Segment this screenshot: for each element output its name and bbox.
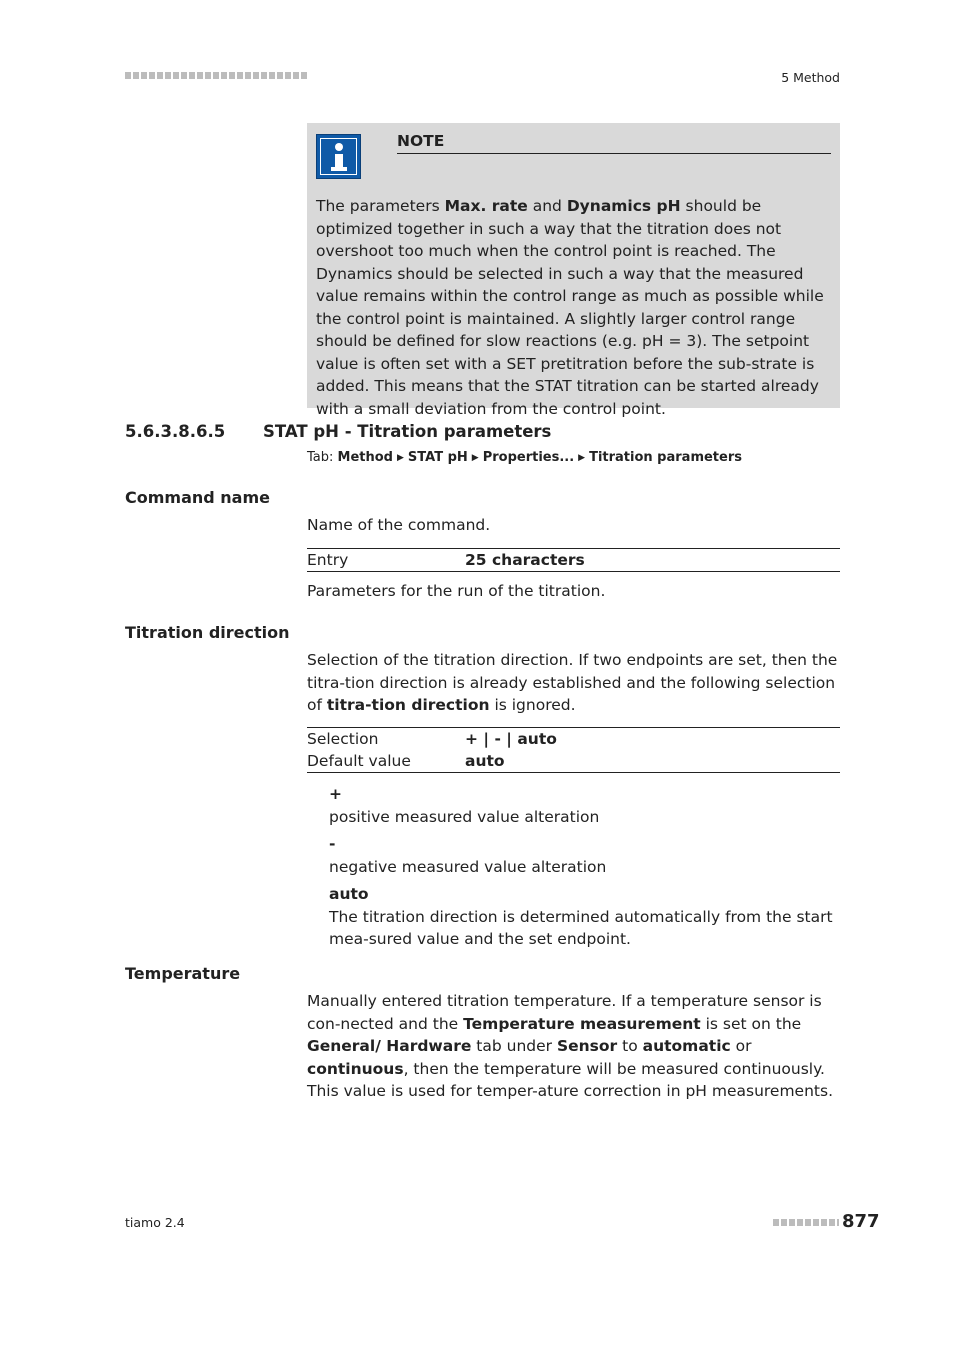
param-titration-direction: Titration direction	[125, 623, 290, 642]
tab-path-method: Method	[337, 450, 393, 465]
arrow-right-icon: ▶	[397, 453, 404, 463]
info-icon	[316, 134, 361, 179]
titration-direction-desc: Selection of the titration direction. If two endpoints are set, then the titra-tion direction is already established and the following selection of titra-tion direction is ignored.	[307, 651, 838, 714]
arrow-right-icon: ▶	[471, 453, 479, 463]
note-title: NOTE	[397, 132, 831, 154]
note-text: The parameters Max. rate and Dynamics pH should be optimized together in such a way that the titration does not overshoot too much when the control point is reached. The Dynamics should be selected in such a way that the measured value remains within the control range as much as possible while the control point is maintained. A slightly larger control range should be defined for slow reactions (e.g. pH = 3). The setpoint value is often set with a SET pretitration before the sub-strate is added. This means that the STAT titration can be started already with a small deviation from the control point.	[316, 197, 824, 418]
option-term: -	[329, 835, 336, 853]
param-temperature: Temperature	[125, 964, 241, 983]
titration-direction-options	[329, 783, 840, 951]
tab-prefix: Tab:	[307, 450, 334, 465]
command-name-after: Parameters for the run of the titration.	[307, 582, 606, 600]
note-box	[307, 123, 840, 418]
option-term: auto	[329, 885, 369, 903]
option-desc: The titration direction is determined automatically from the start mea-sured value and the set endpoint.	[329, 907, 833, 948]
chapter-title: 5 Method	[781, 70, 840, 85]
section-number: 5.6.3.8.6.5	[125, 422, 226, 441]
default-value: auto	[465, 752, 505, 770]
arrow-right-icon: ▶	[578, 453, 586, 463]
entry-value: 25 characters	[465, 551, 585, 569]
section-title: STAT pH - Titration parameters	[263, 422, 552, 441]
selection-key: Selection	[307, 730, 379, 748]
tab-path-titration: Titration parameters	[589, 450, 742, 465]
temperature-desc: Manually entered titration temperature. If a temperature sensor is con-nected and the Temperature measurement is set on the General/ Hardware tab under Sensor to automatic or continuous, then the temperature will be measured continuously. This value is used for temper-ature correction in pH measurements.	[307, 992, 834, 1100]
footer-decoration	[773, 1219, 839, 1226]
tab-path	[307, 450, 742, 465]
command-name-table	[307, 548, 840, 572]
default-key: Default value	[307, 752, 411, 770]
tab-path-properties: Properties...	[482, 450, 575, 465]
entry-key: Entry	[307, 551, 349, 569]
titration-direction-table	[307, 727, 840, 773]
option-desc: positive measured value alteration	[329, 807, 600, 826]
command-name-desc: Name of the command.	[307, 516, 491, 534]
tab-path-stat: STAT pH	[407, 450, 468, 465]
option-desc: negative measured value alteration	[329, 857, 607, 876]
page-number: 877	[842, 1211, 880, 1232]
option-term: +	[329, 785, 342, 803]
product-name: tiamo 2.4	[125, 1215, 185, 1230]
header-decoration	[125, 72, 307, 79]
param-command-name: Command name	[125, 488, 270, 507]
selection-value: + | - | auto	[465, 730, 557, 748]
